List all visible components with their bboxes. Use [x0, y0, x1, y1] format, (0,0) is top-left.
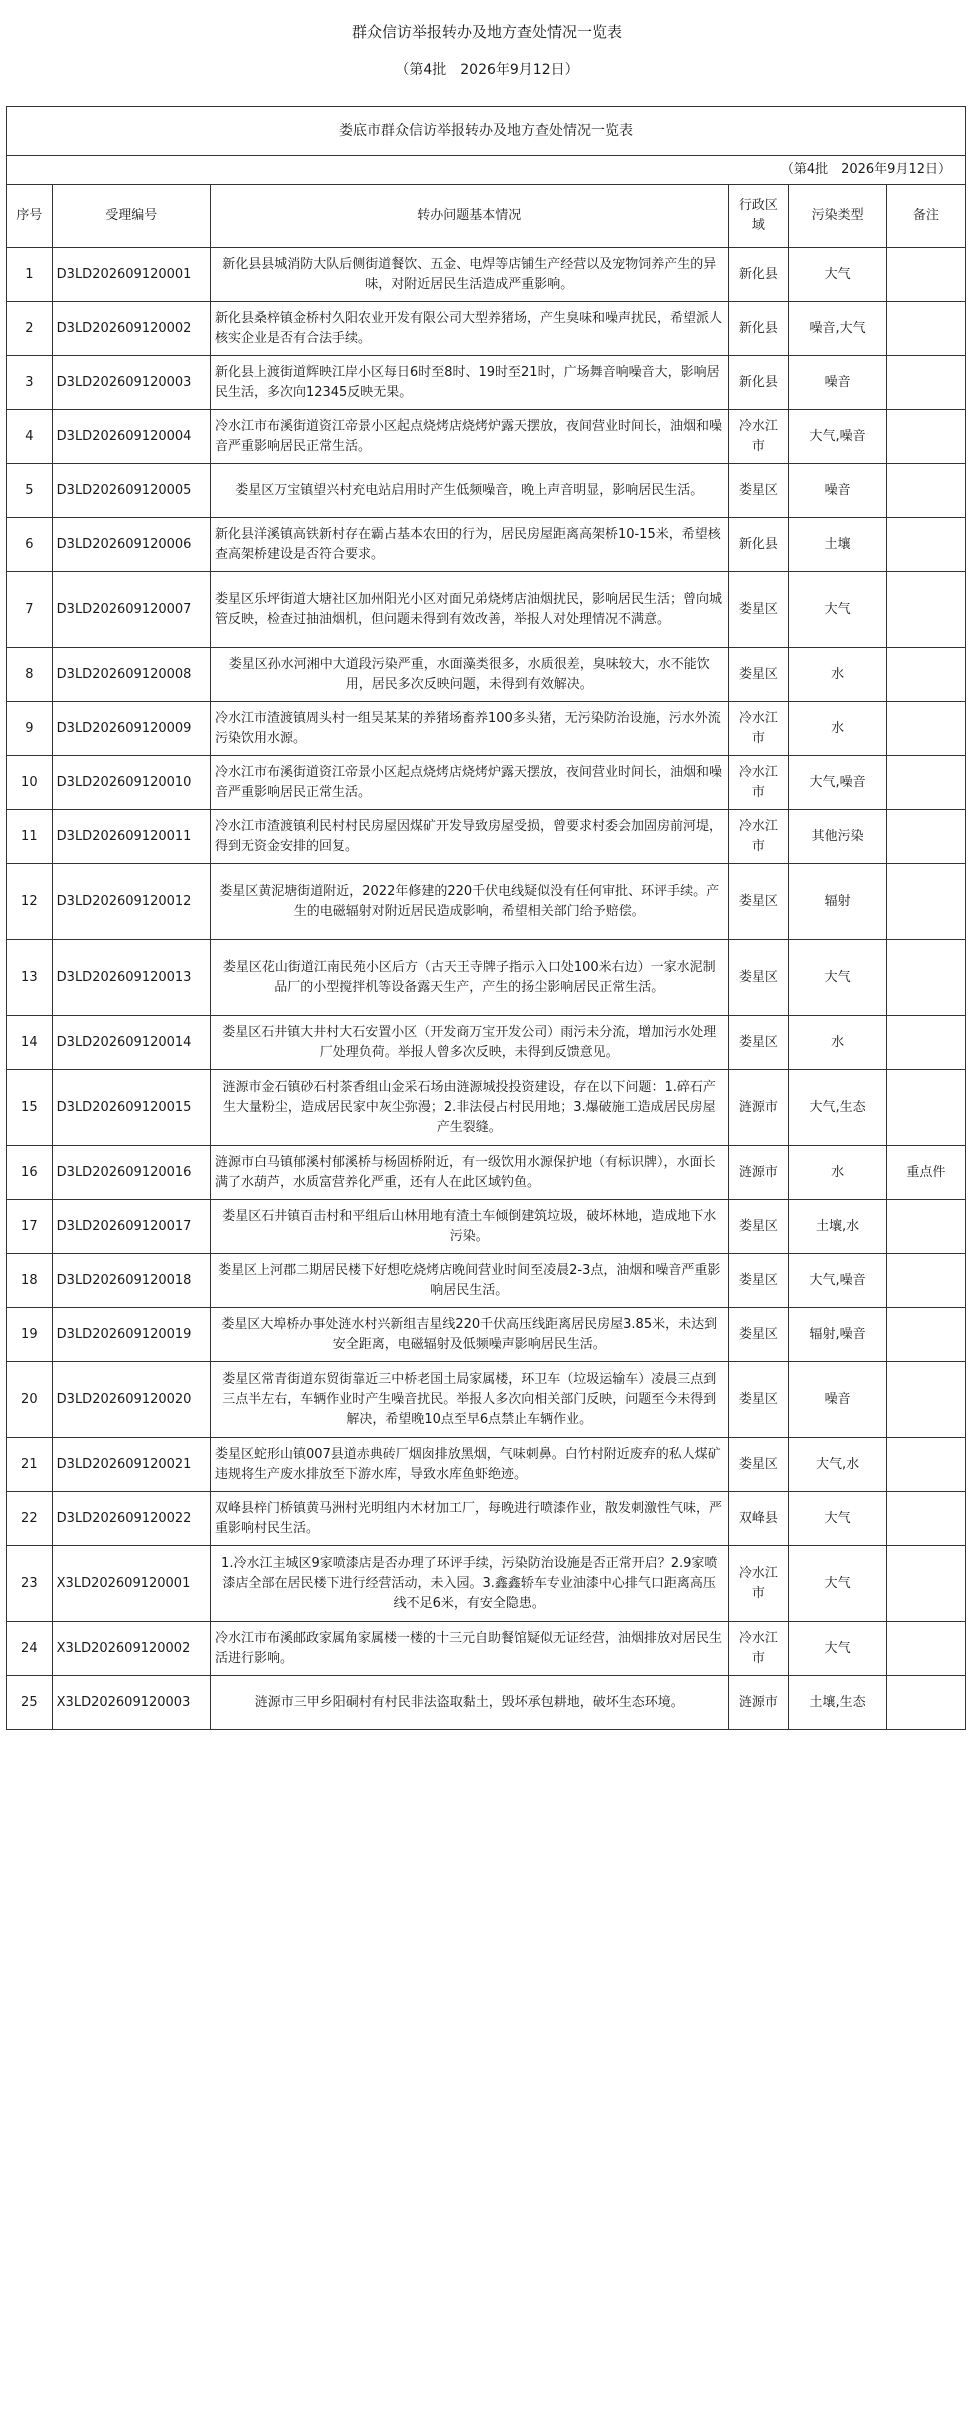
table-row: [7, 410, 966, 464]
row-description: 冷水江市渣渡镇利民村村民房屋因煤矿开发导致房屋受损，曾要求村委会加固房前河堤，得到无资金安排的回复。: [210, 810, 728, 864]
row-note: [886, 1438, 965, 1492]
row-case-code: D3LD202609120011: [52, 810, 210, 864]
row-note: [886, 410, 965, 464]
row-note: [886, 648, 965, 702]
row-note: [886, 518, 965, 572]
row-number: 19: [7, 1308, 53, 1362]
row-number: 8: [7, 648, 53, 702]
row-region: 娄星区: [728, 648, 789, 702]
column-header-note: 备注: [886, 185, 965, 248]
row-case-code: D3LD202609120019: [52, 1308, 210, 1362]
row-number: 5: [7, 464, 53, 518]
row-description: 娄星区上河郡二期居民楼下好想吃烧烤店晚间营业时间至凌晨2-3点，油烟和噪音严重影响居民生活。: [210, 1254, 728, 1308]
row-description: 娄星区乐坪街道大塘社区加州阳光小区对面兄弟烧烤店油烟扰民，影响居民生活；曾向城管反映，检查过抽油烟机，但问题未得到有效改善，举报人对处理情况不满意。: [210, 572, 728, 648]
row-note: [886, 864, 965, 940]
row-description: 1.冷水江主城区9家喷漆店是否办理了环评手续，污染防治设施是否正常开启？2.9家喷漆店全部在居民楼下进行经营活动，未入园。3.鑫鑫轿车专业油漆中心排气口距离高压线不足6米，有安全隐患。: [210, 1546, 728, 1622]
row-region: 涟源市: [728, 1146, 789, 1200]
table-row: [7, 1308, 966, 1362]
row-case-code: X3LD202609120003: [52, 1676, 210, 1730]
row-number: 12: [7, 864, 53, 940]
row-region: 涟源市: [728, 1070, 789, 1146]
row-number: 6: [7, 518, 53, 572]
row-region: 娄星区: [728, 940, 789, 1016]
row-case-code: D3LD202609120010: [52, 756, 210, 810]
row-case-code: D3LD202609120015: [52, 1070, 210, 1146]
row-region: 冷水江市: [728, 410, 789, 464]
row-case-code: X3LD202609120002: [52, 1622, 210, 1676]
row-note: [886, 1492, 965, 1546]
row-note: [886, 1070, 965, 1146]
row-description: 冷水江市布溪邮政家属角家属楼一楼的十三元自助餐馆疑似无证经营，油烟排放对居民生活进行影响。: [210, 1622, 728, 1676]
row-pollution-type: 其他污染: [789, 810, 886, 864]
row-description: 涟源市白马镇郁溪村郁溪桥与杨固桥附近，有一级饮用水源保护地（有标识牌），水面长满了水葫芦，水质富营养化严重，还有人在此区域钓鱼。: [210, 1146, 728, 1200]
row-description: 娄星区万宝镇望兴村充电站启用时产生低频噪音，晚上声音明显，影响居民生活。: [210, 464, 728, 518]
table-row: [7, 864, 966, 940]
row-region: 娄星区: [728, 1016, 789, 1070]
column-header-region: 行政区域: [728, 185, 789, 248]
table-row: [7, 464, 966, 518]
row-note: [886, 572, 965, 648]
row-case-code: D3LD202609120008: [52, 648, 210, 702]
row-number: 21: [7, 1438, 53, 1492]
row-pollution-type: 大气,噪音: [789, 1254, 886, 1308]
row-region: 新化县: [728, 302, 789, 356]
row-pollution-type: 噪音: [789, 356, 886, 410]
row-note: [886, 756, 965, 810]
row-number: 9: [7, 702, 53, 756]
row-number: 10: [7, 756, 53, 810]
row-pollution-type: 水: [789, 1146, 886, 1200]
table-caption-row: [7, 107, 966, 156]
row-note: [886, 1546, 965, 1622]
row-note: [886, 464, 965, 518]
table-row: [7, 1016, 966, 1070]
complaint-table: [6, 106, 966, 1730]
row-description: 娄星区花山街道江南民苑小区后方（古天王寺牌子指示入口处100米右边）一家水泥制品厂的小型搅拌机等设备露天生产，产生的扬尘影响居民正常生活。: [210, 940, 728, 1016]
row-note: [886, 810, 965, 864]
row-region: 娄星区: [728, 572, 789, 648]
row-pollution-type: 土壤,生态: [789, 1676, 886, 1730]
row-region: 娄星区: [728, 864, 789, 940]
row-description: 娄星区黄泥塘街道附近，2022年修建的220千伏电线疑似没有任何审批、环评手续。产生的电磁辐射对附近居民造成影响，希望相关部门给予赔偿。: [210, 864, 728, 940]
row-case-code: D3LD202609120001: [52, 248, 210, 302]
row-case-code: D3LD202609120016: [52, 1146, 210, 1200]
row-number: 1: [7, 248, 53, 302]
row-pollution-type: 土壤,水: [789, 1200, 886, 1254]
row-number: 18: [7, 1254, 53, 1308]
row-note: [886, 302, 965, 356]
row-note: [886, 1622, 965, 1676]
table-row: [7, 1362, 966, 1438]
row-note: [886, 248, 965, 302]
row-number: 7: [7, 572, 53, 648]
table-row: [7, 648, 966, 702]
row-pollution-type: 大气: [789, 1492, 886, 1546]
table-row: [7, 1492, 966, 1546]
row-number: 14: [7, 1016, 53, 1070]
row-case-code: D3LD202609120003: [52, 356, 210, 410]
row-region: 新化县: [728, 356, 789, 410]
row-description: 娄星区孙水河湘中大道段污染严重，水面藻类很多，水质很差，臭味较大，水不能饮用，居民多次反映问题，未得到有效解决。: [210, 648, 728, 702]
row-case-code: X3LD202609120001: [52, 1546, 210, 1622]
row-description: 冷水江市渣渡镇周头村一组吴某某的养猪场畜养100多头猪，无污染防治设施，污水外流污染饮用水源。: [210, 702, 728, 756]
column-header-code: 受理编号: [52, 185, 210, 248]
row-note: [886, 1254, 965, 1308]
table-row: [7, 1070, 966, 1146]
row-pollution-type: 噪音,大气: [789, 302, 886, 356]
row-description: 新化县洋溪镇高铁新村存在霸占基本农田的行为，居民房屋距离高架桥10-15米，希望核查高架桥建设是否符合要求。: [210, 518, 728, 572]
table-caption: 娄底市群众信访举报转办及地方查处情况一览表: [7, 107, 966, 156]
table-row: [7, 572, 966, 648]
row-case-code: D3LD202609120018: [52, 1254, 210, 1308]
row-case-code: D3LD202609120012: [52, 864, 210, 940]
row-note: 重点件: [886, 1146, 965, 1200]
row-number: 4: [7, 410, 53, 464]
row-pollution-type: 土壤: [789, 518, 886, 572]
row-pollution-type: 大气: [789, 1622, 886, 1676]
row-number: 15: [7, 1070, 53, 1146]
row-note: [886, 1676, 965, 1730]
table-row: [7, 1200, 966, 1254]
row-description: 双峰县梓门桥镇黄马洲村光明组内木材加工厂，每晚进行喷漆作业，散发刺激性气味，严重影响村民生活。: [210, 1492, 728, 1546]
row-region: 娄星区: [728, 1362, 789, 1438]
row-note: [886, 702, 965, 756]
row-case-code: D3LD202609120022: [52, 1492, 210, 1546]
row-number: 3: [7, 356, 53, 410]
row-region: 涟源市: [728, 1676, 789, 1730]
table-row: [7, 1146, 966, 1200]
row-pollution-type: 大气: [789, 572, 886, 648]
row-case-code: D3LD202609120017: [52, 1200, 210, 1254]
row-pollution-type: 大气,水: [789, 1438, 886, 1492]
row-pollution-type: 水: [789, 1016, 886, 1070]
row-description: 娄星区蛇形山镇007县道赤典砖厂烟囱排放黑烟，气味刺鼻。白竹村附近废弃的私人煤矿违规将生产废水排放至下游水库，导致水库鱼虾绝迹。: [210, 1438, 728, 1492]
table-row: [7, 1546, 966, 1622]
row-region: 冷水江市: [728, 1622, 789, 1676]
row-pollution-type: 水: [789, 648, 886, 702]
row-description: 新化县上渡街道辉映江岸小区每日6时至8时、19时至21时，广场舞音响噪音大，影响居民生活，多次向12345反映无果。: [210, 356, 728, 410]
table-row: [7, 518, 966, 572]
row-pollution-type: 辐射,噪音: [789, 1308, 886, 1362]
row-number: 11: [7, 810, 53, 864]
table-batch-date: （第4批 2026年9月12日）: [7, 156, 966, 185]
row-case-code: D3LD202609120007: [52, 572, 210, 648]
row-region: 新化县: [728, 248, 789, 302]
row-pollution-type: 水: [789, 702, 886, 756]
row-pollution-type: 噪音: [789, 464, 886, 518]
row-region: 娄星区: [728, 1438, 789, 1492]
row-case-code: D3LD202609120020: [52, 1362, 210, 1438]
row-note: [886, 356, 965, 410]
row-description: 娄星区常青街道东贸街靠近三中桥老国土局家属楼，环卫车（垃圾运输车）凌晨三点到三点半左右，车辆作业时产生噪音扰民。举报人多次向相关部门反映，问题至今未得到解决，希望晚10点至早6点禁止车辆作业。: [210, 1362, 728, 1438]
row-number: 13: [7, 940, 53, 1016]
table-row: [7, 356, 966, 410]
table-row: [7, 1254, 966, 1308]
table-row: [7, 1676, 966, 1730]
row-note: [886, 1200, 965, 1254]
row-region: 冷水江市: [728, 756, 789, 810]
row-note: [886, 940, 965, 1016]
row-case-code: D3LD202609120021: [52, 1438, 210, 1492]
row-number: 20: [7, 1362, 53, 1438]
row-number: 17: [7, 1200, 53, 1254]
table-row: [7, 248, 966, 302]
row-case-code: D3LD202609120002: [52, 302, 210, 356]
row-description: 娄星区石井镇大井村大石安置小区（开发商万宝开发公司）雨污未分流，增加污水处理厂处理负荷。举报人曾多次反映，未得到反馈意见。: [210, 1016, 728, 1070]
row-description: 冷水江市布溪街道资江帝景小区起点烧烤店烧烤炉露天摆放，夜间营业时间长，油烟和噪音严重影响居民正常生活。: [210, 756, 728, 810]
table-batch-row: [7, 156, 966, 185]
row-number: 16: [7, 1146, 53, 1200]
row-case-code: D3LD202609120013: [52, 940, 210, 1016]
row-pollution-type: 大气,生态: [789, 1070, 886, 1146]
row-description: 涟源市金石镇砂石村茶香组山金采石场由涟源城投投资建设，存在以下问题：1.碎石产生大量粉尘，造成居民家中灰尘弥漫；2.非法侵占村民用地；3.爆破施工造成居民房屋产生裂缝。: [210, 1070, 728, 1146]
row-region: 冷水江市: [728, 702, 789, 756]
row-region: 娄星区: [728, 1254, 789, 1308]
row-region: 娄星区: [728, 1308, 789, 1362]
page-batch-date: （第4批 2026年9月12日）: [395, 62, 579, 78]
row-number: 22: [7, 1492, 53, 1546]
row-region: 娄星区: [728, 464, 789, 518]
table-header-row: [7, 185, 966, 248]
row-description: 娄星区石井镇百击村和平组后山林用地有渣土车倾倒建筑垃圾，破坏林地，造成地下水污染。: [210, 1200, 728, 1254]
row-note: [886, 1308, 965, 1362]
page: [0, 12, 974, 1730]
page-title: 群众信访举报转办及地方查处情况一览表: [351, 23, 622, 41]
column-header-no: 序号: [7, 185, 53, 248]
row-case-code: D3LD202609120005: [52, 464, 210, 518]
row-number: 23: [7, 1546, 53, 1622]
row-pollution-type: 大气: [789, 248, 886, 302]
row-pollution-type: 大气: [789, 1546, 886, 1622]
row-number: 25: [7, 1676, 53, 1730]
row-region: 双峰县: [728, 1492, 789, 1546]
row-note: [886, 1362, 965, 1438]
table-row: [7, 1438, 966, 1492]
row-region: 冷水江市: [728, 810, 789, 864]
row-pollution-type: 大气,噪音: [789, 410, 886, 464]
row-pollution-type: 噪音: [789, 1362, 886, 1438]
row-case-code: D3LD202609120004: [52, 410, 210, 464]
table-row: [7, 756, 966, 810]
table-row: [7, 810, 966, 864]
table-row: [7, 940, 966, 1016]
row-pollution-type: 辐射: [789, 864, 886, 940]
row-pollution-type: 大气: [789, 940, 886, 1016]
row-case-code: D3LD202609120006: [52, 518, 210, 572]
row-case-code: D3LD202609120009: [52, 702, 210, 756]
table-row: [7, 302, 966, 356]
row-region: 新化县: [728, 518, 789, 572]
row-description: 冷水江市布溪街道资江帝景小区起点烧烤店烧烤炉露天摆放，夜间营业时间长，油烟和噪音严重影响居民正常生活。: [210, 410, 728, 464]
row-number: 24: [7, 1622, 53, 1676]
row-description: 新化县县城消防大队后侧街道餐饮、五金、电焊等店铺生产经营以及宠物饲养产生的异味，对附近居民生活造成严重影响。: [210, 248, 728, 302]
table-row: [7, 702, 966, 756]
row-number: 2: [7, 302, 53, 356]
row-note: [886, 1016, 965, 1070]
row-case-code: D3LD202609120014: [52, 1016, 210, 1070]
row-pollution-type: 大气,噪音: [789, 756, 886, 810]
row-description: 新化县桑梓镇金桥村久阳农业开发有限公司大型养猪场，产生臭味和噪声扰民，希望派人核实企业是否有合法手续。: [210, 302, 728, 356]
row-region: 冷水江市: [728, 1546, 789, 1622]
column-header-description: 转办问题基本情况: [210, 185, 728, 248]
row-description: 娄星区大埠桥办事处涟水村兴新组吉星线220千伏高压线距离居民房屋3.85米，未达到安全距离，电磁辐射及低频噪声影响居民生活。: [210, 1308, 728, 1362]
table-row: [7, 1622, 966, 1676]
column-header-pollution-type: 污染类型: [789, 185, 886, 248]
row-region: 娄星区: [728, 1200, 789, 1254]
row-description: 涟源市三甲乡阳硐村有村民非法盗取黏土，毁坏承包耕地，破坏生态环境。: [210, 1676, 728, 1730]
